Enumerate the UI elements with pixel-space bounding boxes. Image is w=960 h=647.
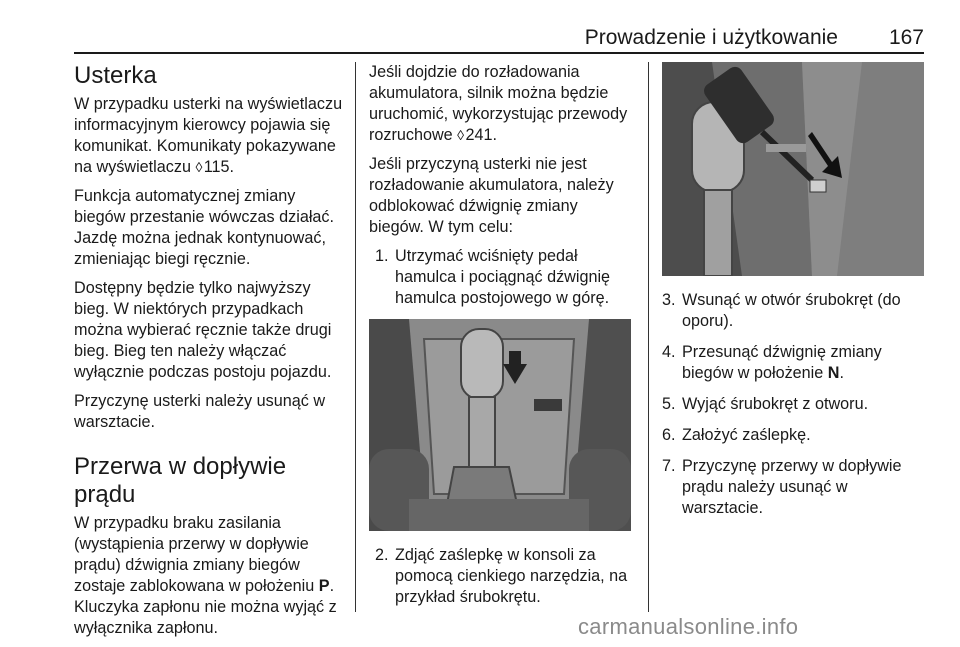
page-ref-icon: ◊ [457,127,465,143]
paragraph: Funkcja automatycznej zmiany biegów przestanie wówczas działać. Jazdę można jednak kontynuować, zmieniając biegi ręcznie. [74,187,335,268]
step-text: Wsunąć w otwór śrubokręt (do oporu). [682,291,901,330]
section-heading-power-failure: Przerwa w dopływie prądu [74,453,287,508]
step-number: 7. [662,457,676,475]
column-divider [648,62,649,612]
step-number: 3. [662,291,676,309]
step-text: Zdjąć zaślepkę w konsoli za pomocą cienkiego narzędzia, na przykład śrubokrętu. [395,546,628,606]
list-item [662,394,924,415]
list-item [662,342,924,384]
page-header [74,26,924,54]
screwdriver-illustration [662,62,924,276]
step-number: 1. [375,247,389,265]
paragraph [74,513,348,639]
column-divider [355,62,356,612]
section-heading-fault: Usterka [74,62,157,89]
paragraph: Jeśli przyczyną usterki nie jest rozładowanie akumulatora, należy odblokować dźwignię zmiany biegów. W tym celu: [369,155,614,236]
page-ref-icon: ◊ [195,159,203,175]
steps-list [369,545,631,608]
steps-list [369,246,631,309]
gear-position-p: P [318,577,330,595]
list-item [375,246,631,309]
page-number: 167 [888,26,924,49]
step-text: Utrzymać wciśnięty pedał hamulca i pociągnąć dźwignię hamulca postojowego w górę. [395,247,611,307]
list-item [662,425,924,446]
paragraph [369,62,631,146]
step-text: Przesunąć dźwignię zmiany biegów w położenie [682,343,882,382]
step-number: 6. [662,426,676,444]
step-text: Założyć zaślepkę. [682,426,811,444]
gear-position-n: N [827,364,840,382]
paragraph-text: . Kluczyka zapłonu nie można wyjąć z wyłącznika zapłonu. [74,577,337,637]
gear-lever-illustration [369,319,631,531]
paragraph-text: W przypadku usterki na wyświetlaczu informacyjnym kierowcy pojawia się komunikat. Komunikaty pokazywane na wyświetlaczu [74,95,343,176]
step-number: 5. [662,395,676,413]
paragraph-text: Jeśli dojdzie do rozładowania akumulatora, silnik można będzie uruchomić, wykorzystując przewody rozruchowe [369,63,628,144]
step-number: 2. [375,546,389,564]
paragraph [74,94,348,178]
step-text: Przyczynę przerwy w dopływie prądu należy usunąć w warsztacie. [682,457,902,517]
column-right [662,62,924,529]
step-number: 4. [662,343,676,361]
list-item [662,290,924,332]
list-item [662,456,924,519]
page-title: Prowadzenie i użytkowanie [584,26,838,49]
paragraph-text: W przypadku braku zasilania (wystąpienia przerwy w dopływie prądu) dźwignia zmiany biegów zostaje zablokowana w położeniu [74,514,319,595]
paragraph: Przyczynę usterki należy usunąć w warsztacie. [74,392,326,431]
gear-console-drawing [369,319,631,531]
list-item [375,545,631,608]
screwdriver-drawing [662,62,924,276]
step-text: Wyjąć śrubokręt z otworu. [682,395,869,413]
column-left [74,62,348,647]
column-middle [369,62,631,618]
paragraph: Dostępny będzie tylko najwyższy bieg. W niektórych przypadkach można wybierać ręcznie także drugi bieg. Bieg ten należy włączać wyłącznie podczas postoju pojazdu. [74,279,332,381]
page-ref-link[interactable]: 241. [465,126,497,144]
watermark: carmanualsonline.info [578,614,799,639]
page-ref-link[interactable]: 115. [203,158,235,176]
steps-list [662,290,924,519]
step-text: . [839,364,844,382]
